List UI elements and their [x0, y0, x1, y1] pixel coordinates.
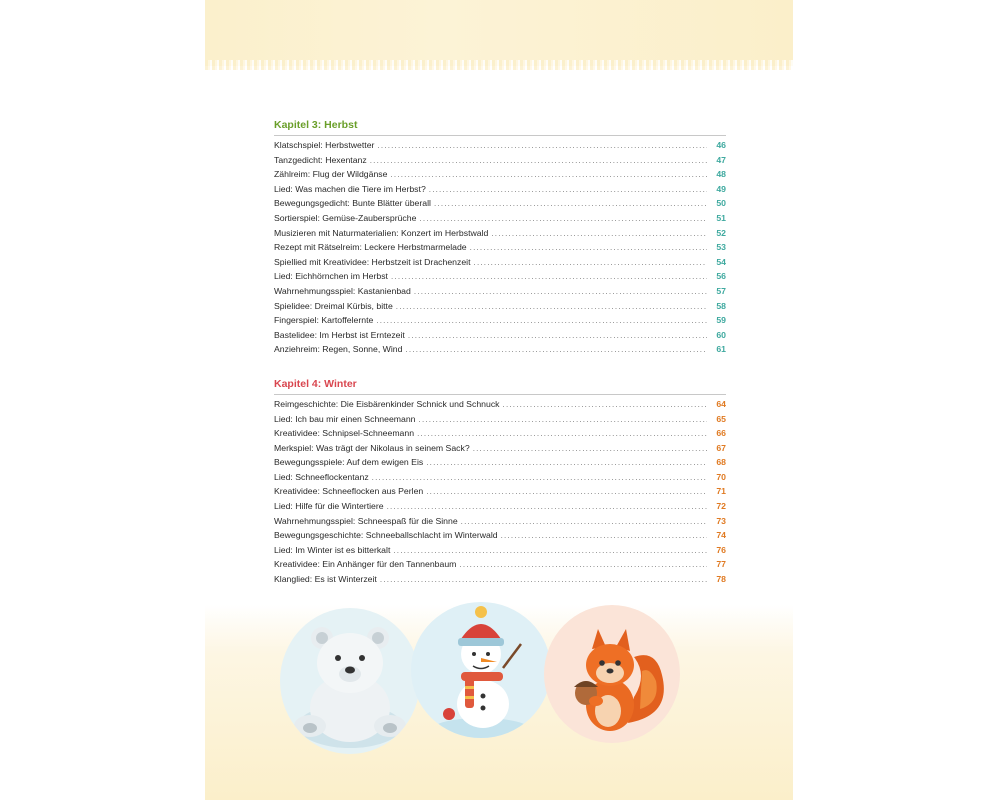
- toc-entry: [274, 167, 726, 182]
- toc-entry-label: Bewegungsgedicht: Bunte Blätter überall: [274, 198, 431, 209]
- toc-entry-page-number: 77: [716, 559, 726, 570]
- chapter-title: Kapitel 3: Herbst: [274, 119, 358, 131]
- toc-entry-label: Wahrnehmungsspiel: Schneespaß für die Sinne: [274, 515, 458, 526]
- dot-leader: [491, 227, 707, 242]
- toc-entry: [274, 284, 726, 299]
- toc-entry-label: Bewegungsgeschichte: Schneeballschlacht im Winterwald: [274, 530, 498, 541]
- toc-entry-page-number: 68: [716, 457, 726, 468]
- toc-entry-label: Tanzgedicht: Hexentanz: [274, 154, 367, 165]
- polar-bear-icon: [280, 608, 420, 754]
- toc-entry-page-number: 57: [716, 285, 726, 296]
- toc-entry-page-number: 47: [716, 154, 726, 165]
- toc-entry-page-number: 73: [716, 515, 726, 526]
- toc-entry-label: Lied: Schneeflockentanz: [274, 471, 369, 482]
- toc-entry-label: Bastelidee: Im Herbst ist Erntezeit: [274, 329, 405, 340]
- table-of-contents: [274, 118, 726, 587]
- toc-entry-page-number: 52: [716, 227, 726, 238]
- dot-leader: [474, 256, 707, 271]
- toc-entry-page-number: 51: [716, 212, 726, 223]
- toc-entry-page-number: 50: [716, 198, 726, 209]
- toc-entry: [274, 240, 726, 255]
- book-page: [205, 0, 793, 800]
- toc-entry-label: Kreatividee: Schnipsel-Schneemann: [274, 428, 415, 439]
- toc-entry-label: Lied: Ich bau mir einen Schneemann: [274, 413, 416, 424]
- dot-leader: [376, 314, 707, 329]
- toc-entry: [274, 484, 726, 499]
- toc-entry-page-number: 70: [716, 471, 726, 482]
- toc-entry-label: Reimgeschichte: Die Eisbärenkinder Schnick und Schnuck: [274, 398, 500, 409]
- toc-entry: [274, 528, 726, 543]
- toc-entry: [274, 514, 726, 529]
- toc-entry-label: Spielidee: Dreimal Kürbis, bitte: [274, 300, 393, 311]
- chapter-4-entries: [274, 397, 726, 587]
- chapter-3-section: [274, 118, 726, 357]
- toc-entry-label: Fingerspiel: Kartoffelernte: [274, 315, 374, 326]
- toc-entry: [274, 153, 726, 168]
- toc-entry-page-number: 53: [716, 242, 726, 253]
- toc-entry-page-number: 58: [716, 300, 726, 311]
- dot-leader: [390, 168, 707, 183]
- toc-entry-label: Musizieren mit Naturmaterialien: Konzert im Herbstwald: [274, 227, 489, 238]
- dot-leader: [377, 139, 707, 154]
- dot-leader: [405, 343, 707, 358]
- toc-entry: [274, 470, 726, 485]
- dot-leader: [470, 241, 707, 256]
- chapter-divider: [274, 135, 726, 136]
- dot-leader: [387, 500, 707, 515]
- dot-leader: [380, 573, 707, 588]
- dot-leader: [393, 544, 707, 559]
- toc-entry-label: Kreatividee: Ein Anhänger für den Tannenbaum: [274, 559, 457, 570]
- toc-entry-page-number: 49: [716, 183, 726, 194]
- toc-entry-page-number: 74: [716, 530, 726, 541]
- toc-entry-label: Lied: Was machen die Tiere im Herbst?: [274, 183, 426, 194]
- dot-leader: [461, 515, 707, 530]
- toc-entry: [274, 255, 726, 270]
- toc-entry: [274, 328, 726, 343]
- dot-leader: [434, 197, 707, 212]
- toc-entry-page-number: 59: [716, 315, 726, 326]
- toc-entry-page-number: 64: [716, 398, 726, 409]
- toc-entry: [274, 412, 726, 427]
- toc-entry-page-number: 46: [716, 140, 726, 150]
- dot-leader: [396, 300, 707, 315]
- dot-leader: [417, 427, 707, 442]
- dot-leader: [414, 285, 707, 300]
- toc-entry: [274, 342, 726, 357]
- toc-entry: [274, 211, 726, 226]
- toc-entry-label: Lied: Im Winter ist es bitterkalt: [274, 544, 391, 555]
- toc-entry-page-number: 61: [716, 344, 726, 355]
- toc-entry: [274, 269, 726, 284]
- chapter-title: Kapitel 4: Winter: [274, 377, 357, 390]
- toc-entry: [274, 299, 726, 314]
- squirrel-icon: [544, 605, 680, 743]
- toc-entry-label: Klanglied: Es ist Winterzeit: [274, 574, 377, 585]
- toc-entry: [274, 543, 726, 558]
- toc-entry-page-number: 71: [716, 486, 726, 497]
- dot-leader: [429, 183, 707, 198]
- toc-entry-label: Kreatividee: Schneeflocken aus Perlen: [274, 486, 424, 497]
- dot-leader: [426, 485, 707, 500]
- toc-entry-label: Merkspiel: Was trägt der Nikolaus in seinem Sack?: [274, 442, 470, 453]
- dot-leader: [372, 471, 707, 486]
- toc-entry: [274, 182, 726, 197]
- toc-entry-label: Zählreim: Flug der Wildgänse: [274, 169, 388, 180]
- toc-entry-page-number: 48: [716, 169, 726, 180]
- toc-entry-label: Anziehreim: Regen, Sonne, Wind: [274, 344, 403, 355]
- dot-leader: [503, 398, 707, 413]
- dot-leader: [391, 270, 707, 285]
- dot-leader: [426, 456, 707, 471]
- toc-entry-page-number: 67: [716, 442, 726, 453]
- toc-entry-label: Bewegungsspiele: Auf dem ewigen Eis: [274, 457, 424, 468]
- dot-leader: [473, 442, 707, 457]
- toc-entry: [274, 138, 726, 153]
- top-color-band: [205, 0, 793, 66]
- chapter-3-entries: [274, 138, 726, 357]
- dot-leader: [501, 529, 707, 544]
- toc-entry-page-number: 78: [716, 574, 726, 585]
- toc-entry: [274, 226, 726, 241]
- toc-entry-page-number: 65: [716, 413, 726, 424]
- toc-entry-label: Klatschspiel: Herbstwetter: [274, 140, 375, 150]
- dot-leader: [419, 212, 707, 227]
- toc-entry: [274, 557, 726, 572]
- toc-entry-page-number: 66: [716, 428, 726, 439]
- chapter-4-section: [274, 377, 726, 587]
- toc-entry-label: Lied: Hilfe für die Wintertiere: [274, 501, 384, 512]
- toc-entry-label: Lied: Eichhörnchen im Herbst: [274, 271, 388, 282]
- snowman-icon: [411, 602, 551, 738]
- toc-entry-page-number: 54: [716, 256, 726, 267]
- toc-entry: [274, 196, 726, 211]
- toc-entry-page-number: 72: [716, 501, 726, 512]
- toc-entry-page-number: 76: [716, 544, 726, 555]
- toc-entry: [274, 441, 726, 456]
- toc-entry: [274, 313, 726, 328]
- toc-entry: [274, 455, 726, 470]
- toc-entry-page-number: 56: [716, 271, 726, 282]
- toc-entry-label: Spiellied mit Kreatividee: Herbstzeit ist Drachenzeit: [274, 256, 471, 267]
- toc-entry: [274, 426, 726, 441]
- toc-entry: [274, 397, 726, 412]
- toc-entry-page-number: 60: [716, 329, 726, 340]
- toc-entry-label: Sortierspiel: Gemüse-Zaubersprüche: [274, 212, 417, 223]
- dot-leader: [459, 558, 707, 573]
- dot-leader: [370, 154, 707, 169]
- toc-entry: [274, 572, 726, 587]
- toc-entry-label: Wahrnehmungsspiel: Kastanienbad: [274, 285, 411, 296]
- dot-leader: [419, 413, 707, 428]
- toc-entry: [274, 499, 726, 514]
- top-band-edge: [205, 60, 793, 70]
- chapter-divider: [274, 394, 726, 395]
- dot-leader: [408, 329, 707, 344]
- toc-entry-label: Rezept mit Rätselreim: Leckere Herbstmarmelade: [274, 242, 467, 253]
